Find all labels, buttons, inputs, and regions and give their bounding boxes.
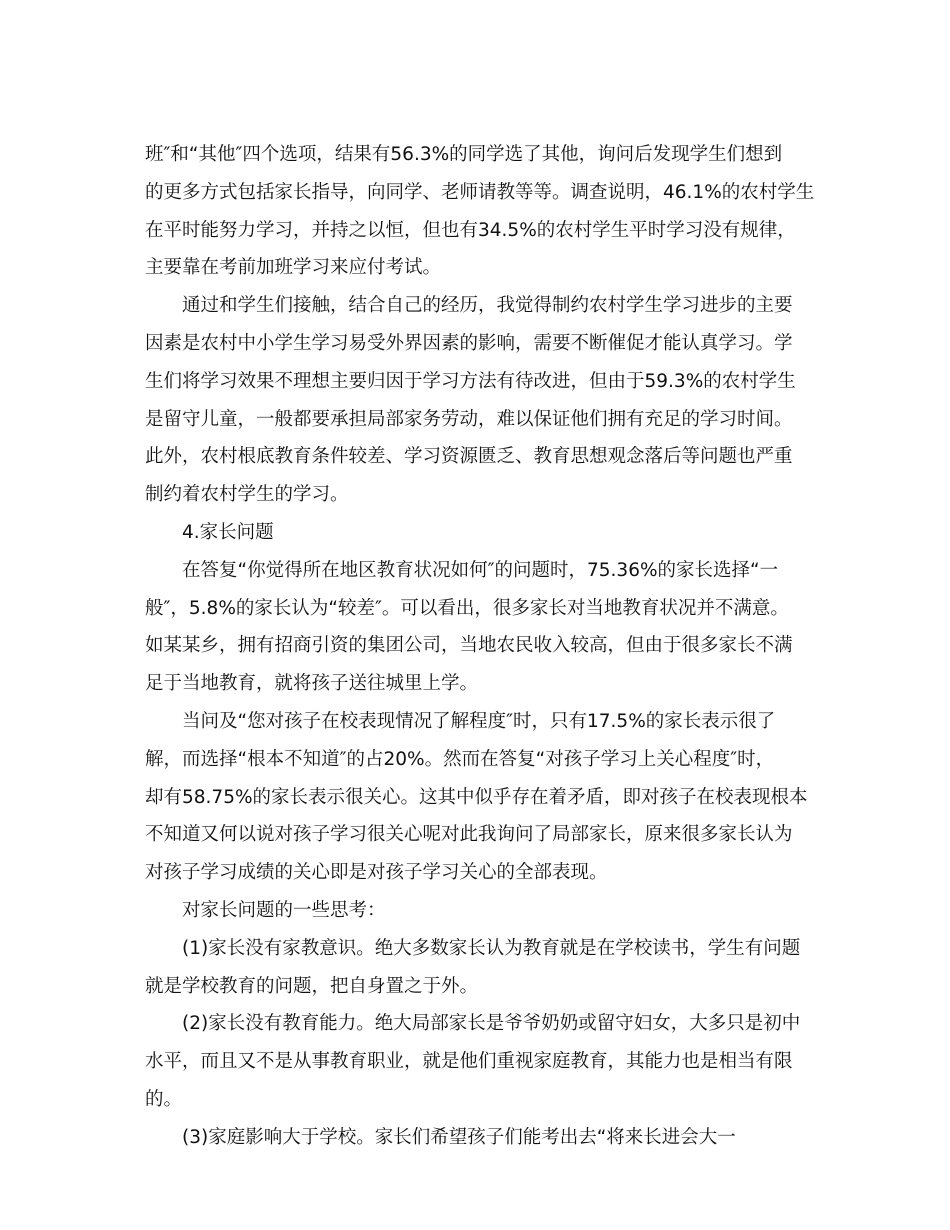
text-line: 就是学校教育的问题，把自身置之于外。 — [145, 975, 479, 997]
text-line: 通过和学生们接触，结合自己的经历，我觉得制约农村学生学习进步的主要 — [182, 295, 793, 317]
text-line: (3)家庭影响大于学校。家长们希望孩子们能考出去“将来长进会大一 — [182, 1126, 736, 1148]
text-line: 在平时能努力学习，并持之以恒，但也有34.5%的农村学生平时学习没有规律， — [145, 219, 796, 241]
text-line: 制约着农村学生的学习。 — [145, 484, 349, 506]
text-line: 却有58.75%的家长表示很关心。这其中似乎存在着矛盾，即对孩子在校表现根本 — [145, 786, 808, 808]
text-line: 因素是农村中小学生学习易受外界因素的影响，需要不断催促才能认真学习。学 — [145, 332, 793, 354]
text-line: 对孩子学习成绩的关心即是对孩子学习关心的全部表现。 — [145, 862, 608, 884]
text-line: 如某某乡，拥有招商引资的集团公司，当地农民收入较高，但由于很多家长不满 — [145, 635, 793, 657]
text-line: 此外，农村根底教育条件较差、学习资源匮乏、教育思想观念落后等问题也严重 — [145, 446, 793, 468]
text-line: 4.家长问题 — [182, 521, 274, 543]
text-line: 的。 — [145, 1088, 183, 1110]
text-line: 主要靠在考前加班学习来应付考试。 — [145, 257, 442, 279]
text-line: 般″，5.8%的家长认为“较差″。可以看出，很多家长对当地教育状况并不满意。 — [145, 597, 789, 619]
text-line: 当问及“您对孩子在校表现情况了解程度″时，只有17.5%的家长表示很了 — [182, 710, 776, 732]
text-line: 对家长问题的一些思考： — [182, 899, 386, 921]
body-text — [145, 136, 815, 1157]
text-line: 水平，而且又不是从事教育职业，就是他们重视家庭教育，其能力也是相当有限 — [145, 1051, 793, 1073]
text-line: 足于当地教育，就将孩子送往城里上学。 — [145, 673, 479, 695]
text-line: 解，而选择“根本不知道″的占20%。然而在答复“对孩子学习上关心程度″时， — [145, 748, 775, 770]
text-line: 班″和“其他″四个选项，结果有56.3%的同学选了其他，询问后发现学生们想到 — [145, 144, 783, 165]
text-line: (1)家长没有家教意识。绝大多数家长认为教育就是在学校读书，学生有问题 — [182, 937, 801, 959]
text-line: 生们将学习效果不理想主要归因于学习方法有待改进，但由于59.3%的农村学生 — [145, 370, 796, 392]
text-line: 是留守儿童，一般都要承担局部家务劳动，难以保证他们拥有充足的学习时间。 — [145, 408, 793, 430]
text-line: 在答复“你觉得所在地区教育状况如何″的问题时，75.36%的家长选择“一 — [182, 559, 779, 581]
text-line: 的更多方式包括家长指导，向同学、老师请教等等。调查说明，46.1%的农村学生 — [145, 181, 815, 203]
text-line: (2)家长没有教育能力。绝大局部家长是爷爷奶奶或留守妇女，大多只是初中 — [182, 1013, 801, 1035]
text-line: 不知道又何以说对孩子学习很关心呢对此我询问了局部家长，原来很多家长认为 — [145, 824, 793, 846]
